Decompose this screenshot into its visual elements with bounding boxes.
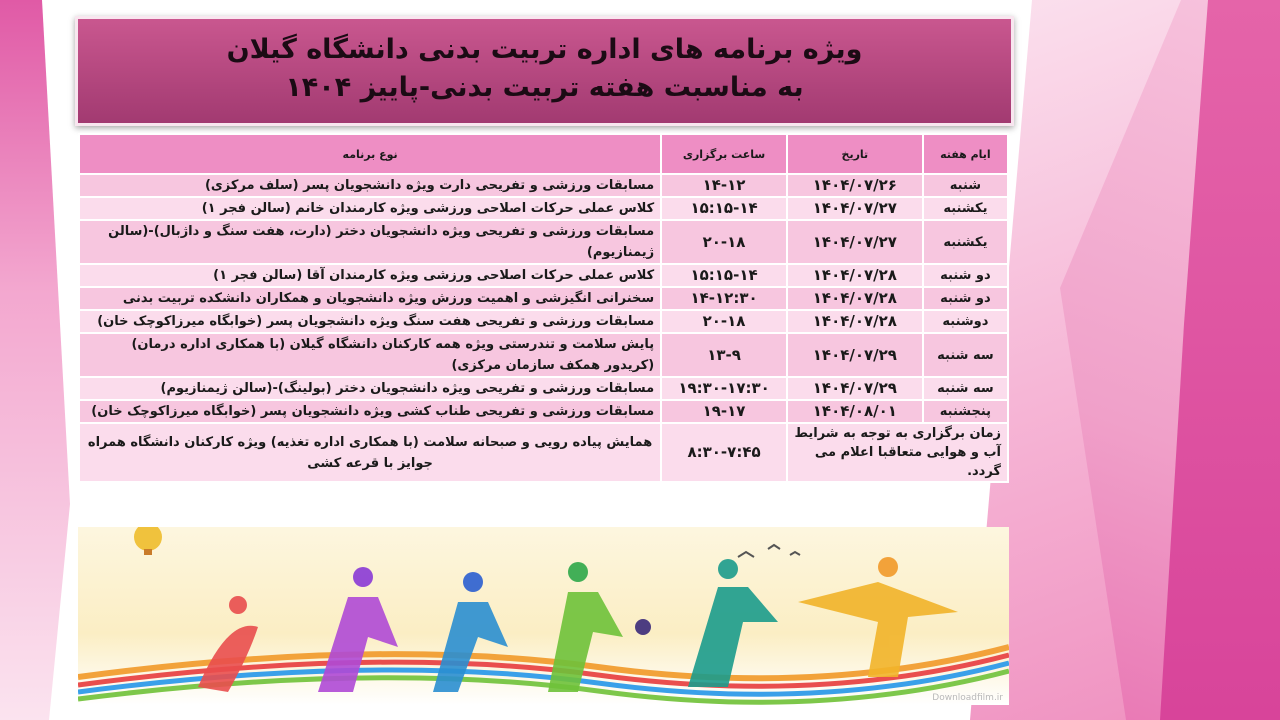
cell-day: دوشنبه: [923, 310, 1008, 333]
cell-time: ۸:۳۰-۷:۴۵: [661, 423, 787, 482]
cell-day: شنبه: [923, 174, 1008, 197]
cell-program: کلاس عملی حرکات اصلاحی ورزشی ویژه کارمندان خانم (سالن فجر ۱): [79, 197, 661, 220]
table-header-row: [79, 134, 1008, 174]
cell-program: مسابقات ورزشی و تفریحی هفت سنگ ویژه دانشجویان پسر (خوابگاه میرزاکوچک خان): [79, 310, 661, 333]
cell-time: ۱۵:۱۵-۱۴: [661, 264, 787, 287]
sports-banner-image: [78, 527, 1009, 705]
table-row: [79, 310, 1008, 333]
cell-program: کلاس عملی حرکات اصلاحی ورزشی ویژه کارمندان آقا (سالن فجر ۱): [79, 264, 661, 287]
cell-time: ۲۰-۱۸: [661, 220, 787, 264]
cell-day: دو شنبه: [923, 264, 1008, 287]
cell-day: سه شنبه: [923, 333, 1008, 377]
cell-note: زمان برگزاری به توجه به شرایط آب و هوایی متعاقبا اعلام می گردد.: [787, 423, 1008, 482]
cell-date: ۱۴۰۴/۰۷/۲۹: [787, 333, 923, 377]
cell-program: مسابقات ورزشی و تفریحی ویژه دانشجویان دختر (بولینگ)-(سالن ژیمنازیوم): [79, 377, 661, 400]
cell-date: ۱۴۰۴/۰۷/۲۹: [787, 377, 923, 400]
slide-title-box: [75, 16, 1014, 126]
cell-date: ۱۴۰۴/۰۷/۲۶: [787, 174, 923, 197]
table-row: [79, 174, 1008, 197]
watermark: Downloadfilm.ir: [932, 693, 1003, 703]
header-program: نوع برنامه: [79, 134, 661, 174]
cell-time: ۱۴-۱۲:۳۰: [661, 287, 787, 310]
cell-program: مسابقات ورزشی و تفریحی طناب کشی ویژه دانشجویان پسر (خوابگاه میرزاکوچک خان): [79, 400, 661, 423]
cell-time: ۱۵:۱۵-۱۴: [661, 197, 787, 220]
cell-date: ۱۴۰۴/۰۷/۲۸: [787, 310, 923, 333]
cell-time: ۱۴-۱۲: [661, 174, 787, 197]
cell-program: همایش پیاده رویی و صبحانه سلامت (با همکاری اداره تغذیه) ویژه کارکنان دانشگاه همراه جوایز با قرعه کشی: [79, 423, 661, 482]
cell-program: سخنرانی انگیزشی و اهمیت ورزش ویژه دانشجویان و همکاران دانشکده تربیت بدنی: [79, 287, 661, 310]
sports-illustration: [78, 527, 1009, 705]
cell-date: ۱۴۰۴/۰۷/۲۷: [787, 220, 923, 264]
cell-time: ۱۹-۱۷: [661, 400, 787, 423]
header-day: ایام هفته: [923, 134, 1008, 174]
table-row-last: [79, 423, 1008, 482]
cell-day: دو شنبه: [923, 287, 1008, 310]
table-row: [79, 220, 1008, 264]
cell-date: ۱۴۰۴/۰۷/۲۸: [787, 287, 923, 310]
header-time: ساعت برگزاری: [661, 134, 787, 174]
cell-time: ۲۰-۱۸: [661, 310, 787, 333]
table-row: [79, 400, 1008, 423]
cell-program: مسابقات ورزشی و تفریحی ویژه دانشجویان دختر (دارت، هفت سنگ و داژبال)-(سالن ژیمنازیوم): [79, 220, 661, 264]
cell-program: پایش سلامت و تندرستی ویژه همه کارکنان دانشگاه گیلان (با همکاری اداره درمان) (کریدور همکف سازمان مرکزی): [79, 333, 661, 377]
schedule-table: [78, 133, 1009, 483]
table-row: [79, 264, 1008, 287]
cell-date: ۱۴۰۴/۰۷/۲۷: [787, 197, 923, 220]
cell-day: پنجشنبه: [923, 400, 1008, 423]
cell-time: ۱۳-۹: [661, 333, 787, 377]
decorative-left-facet: [0, 0, 70, 720]
table-row: [79, 197, 1008, 220]
slide-title-line-1: ویژه برنامه های اداره تربیت بدنی دانشگاه گیلان: [226, 34, 863, 65]
cell-day: یکشنبه: [923, 220, 1008, 264]
cell-program: مسابقات ورزشی و تفریحی دارت ویژه دانشجویان پسر (سلف مرکزی): [79, 174, 661, 197]
slide-title-line-2: به مناسبت هفته تربیت بدنی-پاییز ۱۴۰۴: [285, 72, 804, 103]
cell-time: ۱۹:۳۰-۱۷:۳۰: [661, 377, 787, 400]
table-row: [79, 287, 1008, 310]
cell-date: ۱۴۰۴/۰۸/۰۱: [787, 400, 923, 423]
cell-date: ۱۴۰۴/۰۷/۲۸: [787, 264, 923, 287]
cell-day: یکشنبه: [923, 197, 1008, 220]
cell-day: سه شنبه: [923, 377, 1008, 400]
table-row: [79, 377, 1008, 400]
header-date: تاریخ: [787, 134, 923, 174]
table-row: [79, 333, 1008, 377]
